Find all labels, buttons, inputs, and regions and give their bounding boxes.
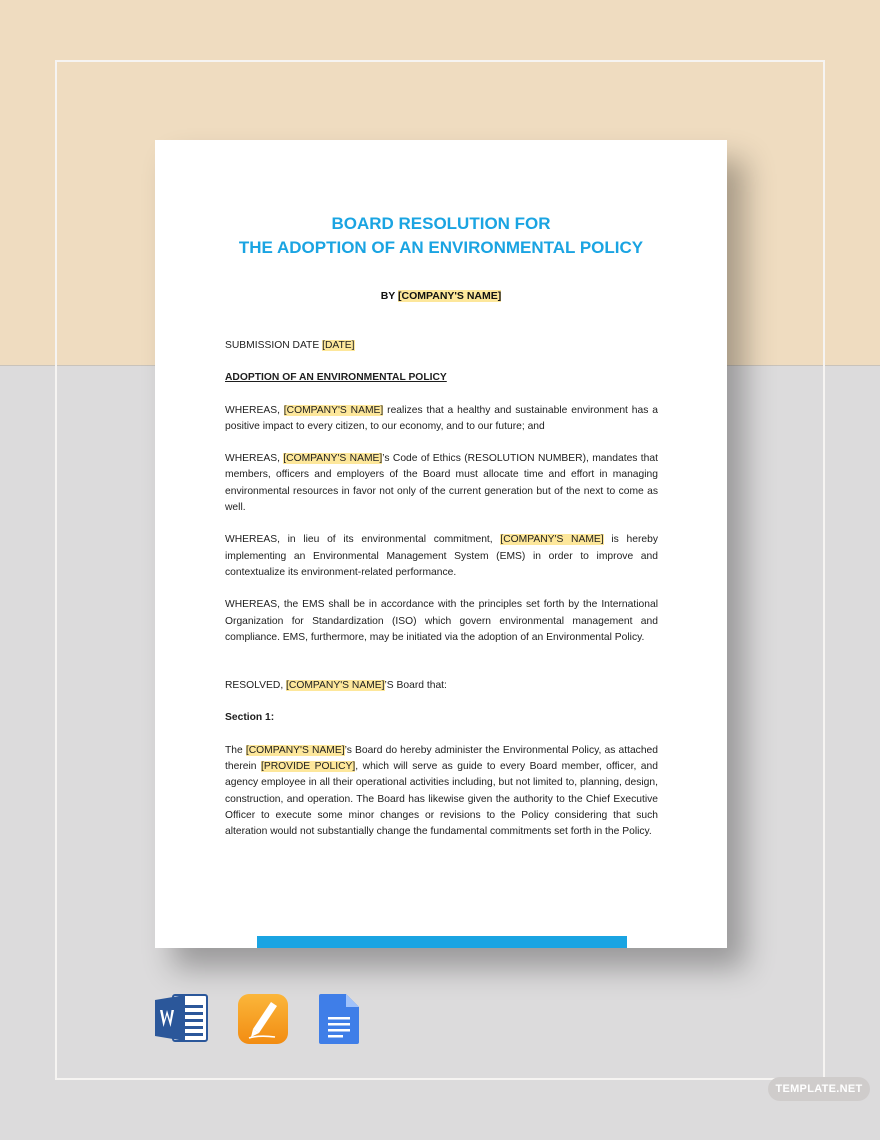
resolved-line xyxy=(225,678,658,694)
date-placeholder: [DATE] xyxy=(322,340,355,351)
policy-placeholder: [PROVIDE POLICY] xyxy=(260,761,356,773)
document-page xyxy=(155,140,727,948)
s1-start: The xyxy=(225,744,246,756)
submission-label: SUBMISSION DATE xyxy=(225,340,323,351)
p2-start: WHEREAS, xyxy=(225,453,284,465)
resolved-start: RESOLVED, xyxy=(225,680,287,692)
by-prefix: BY xyxy=(380,290,399,302)
company-placeholder: [COMPANY'S NAME] xyxy=(283,404,384,416)
google-docs-icon[interactable] xyxy=(318,993,360,1045)
company-placeholder: [COMPANY'S NAME] xyxy=(283,453,383,465)
company-placeholder: [COMPANY'S NAME] xyxy=(286,680,385,692)
template-net-watermark[interactable]: TEMPLATE.NET xyxy=(768,1077,870,1101)
pages-icon-graphic xyxy=(237,993,289,1045)
paragraph-1 xyxy=(225,403,658,436)
word-icon[interactable] xyxy=(155,993,209,1043)
resolved-end: ’S Board that: xyxy=(384,680,447,692)
section-heading xyxy=(225,370,658,386)
p3-end: is hereby implementing an Environmental Management System (EMS) in order to improve and contextualize its environment-related performance. xyxy=(225,534,658,578)
submission-date-line xyxy=(225,338,658,354)
title-line-2: THE ADOPTION OF AN ENVIRONMENTAL POLICY xyxy=(238,238,644,257)
word-icon-graphic xyxy=(155,993,209,1043)
paragraph-2 xyxy=(225,451,658,516)
s1-mid: ’s Board do hereby administer the Environmental Policy, as attached therein xyxy=(225,744,658,773)
paragraph-4: WHEREAS, the EMS shall be in accordance with the principles set forth by the International Organization for Standardization (ISO) which govern environmental management and compliance. EMS, furthermore, may be initiated via the adoption of an Environmental Policy. xyxy=(225,599,658,643)
page-bottom-bar xyxy=(257,936,627,948)
pages-icon[interactable] xyxy=(237,993,289,1045)
company-placeholder: [COMPANY'S NAME] xyxy=(398,290,502,302)
section-heading-text: ADOPTION OF AN ENVIRONMENTAL POLICY xyxy=(225,372,447,384)
google-docs-icon-graphic xyxy=(318,993,360,1045)
by-line xyxy=(155,290,727,302)
paragraph-3 xyxy=(225,532,658,581)
title-line-1: BOARD RESOLUTION FOR xyxy=(331,214,551,233)
p2-end: ’s Code of Ethics (RESOLUTION NUMBER), mandates that members, officers and employers of the Board must allocate time and effort in managing environmental resources in favor not only of the current generation but of the next to come as well. xyxy=(225,453,658,514)
section-1-paragraph xyxy=(225,743,658,841)
p1-end: realizes that a healthy and sustainable environment has a positive impact to every citizen, to our economy, and to our future; and xyxy=(225,404,658,432)
s1-end: , which will serve as guide to every Board member, officer, and agency employee in all their operational activities including, but not limited to, planning, design, construction, and operation. The Board has likewise given the authority to the Chief Executive Officer to execute some minor changes or revisions to the Policy considering that such alteration would not substantially change the fundamental commitments set forth in the Policy. xyxy=(225,761,658,838)
document-body xyxy=(225,338,658,841)
p3-start: WHEREAS, in lieu of its environmental commitment, xyxy=(225,534,501,546)
p1-start: WHEREAS, xyxy=(225,404,284,416)
company-placeholder: [COMPANY'S NAME] xyxy=(245,744,345,756)
document-title xyxy=(155,212,727,260)
section-1-heading: Section 1: xyxy=(225,712,275,724)
company-placeholder: [COMPANY'S NAME] xyxy=(500,534,604,546)
